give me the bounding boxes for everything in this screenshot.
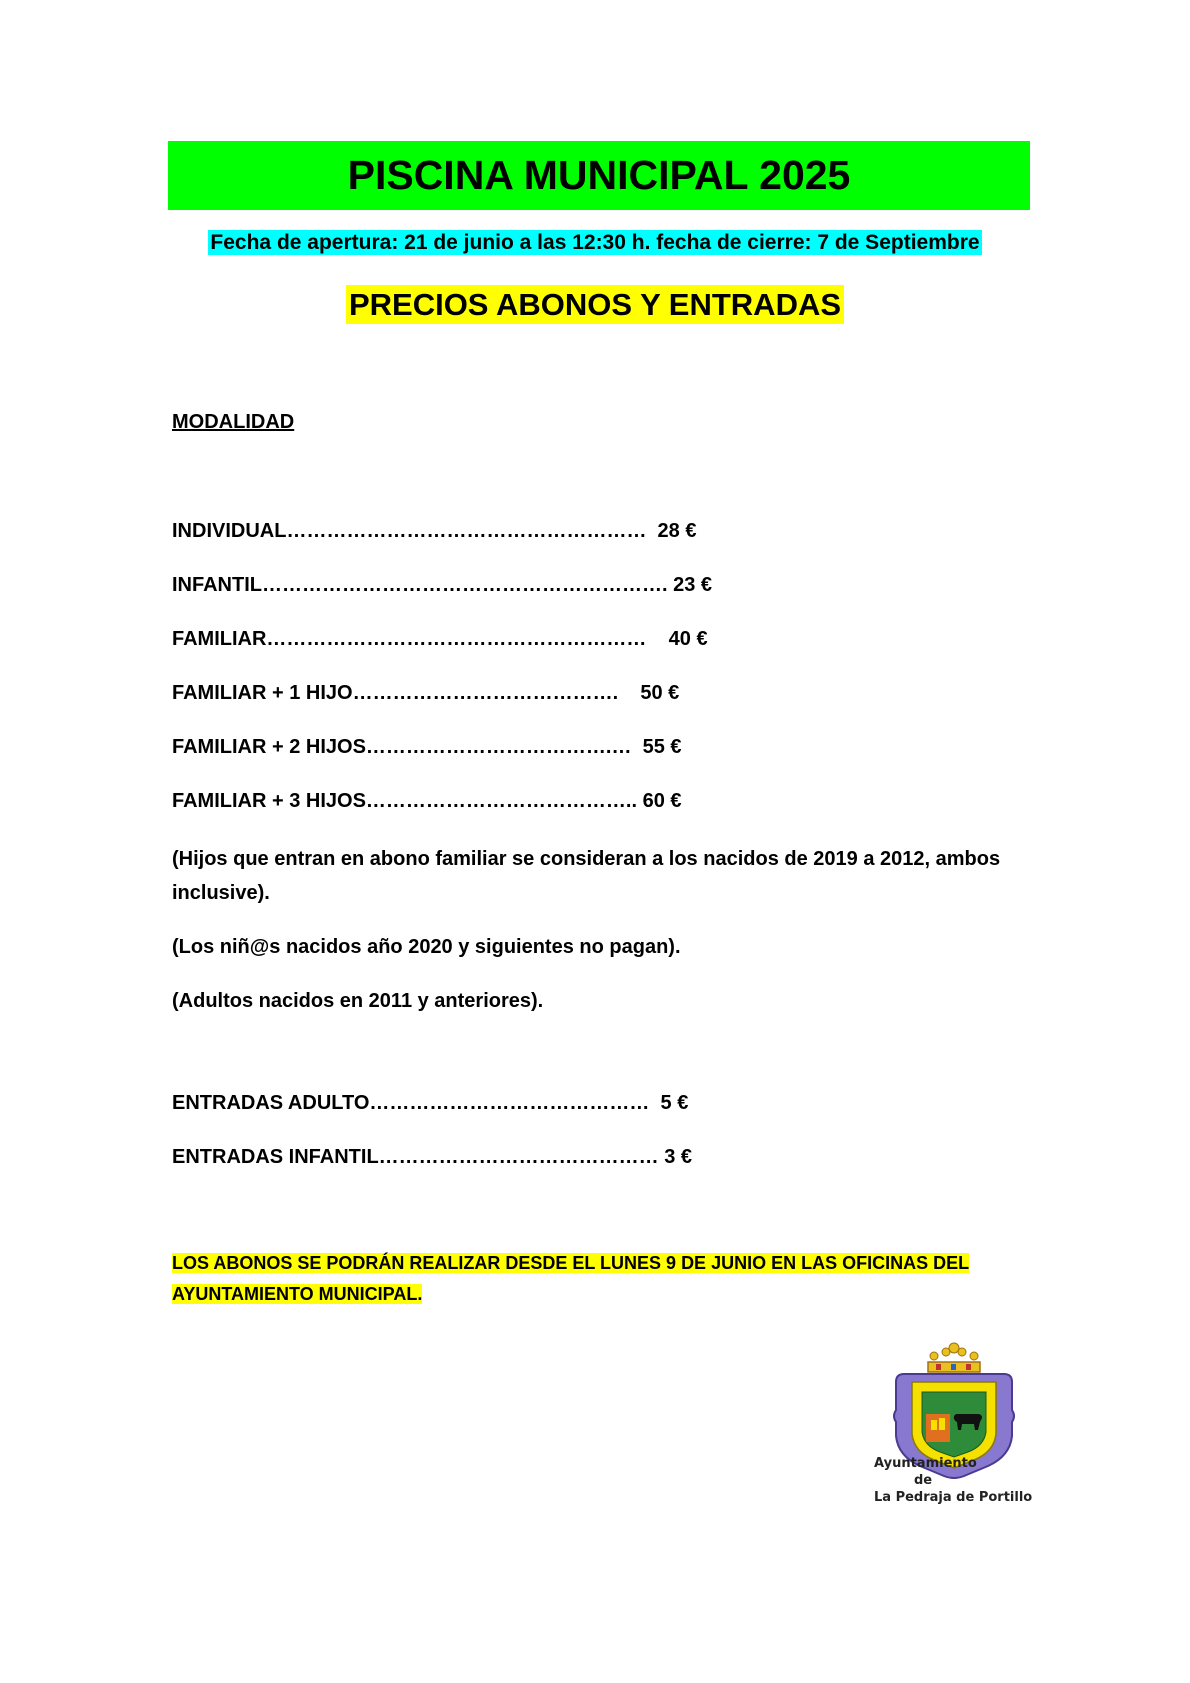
note-ninos: (Los niñ@s nacidos año 2020 y siguientes no pagan). bbox=[172, 936, 681, 958]
logo-caption bbox=[874, 1455, 1054, 1506]
subtitle-text: PRECIOS ABONOS Y ENTRADAS bbox=[346, 285, 844, 324]
logo-line-3: La Pedraja de Portillo bbox=[874, 1490, 1033, 1505]
note-adultos: (Adultos nacidos en 2011 y anteriores). bbox=[172, 990, 544, 1012]
dates-line bbox=[0, 231, 1190, 255]
ticket-list bbox=[172, 1091, 1072, 1199]
subtitle bbox=[0, 287, 1190, 323]
price-row-familiar-1-hijo: FAMILIAR + 1 HIJO…………………………………. 50 € bbox=[172, 682, 680, 704]
logo-line-2: de bbox=[914, 1473, 933, 1488]
logo-line-1: Ayuntamiento bbox=[874, 1456, 977, 1471]
price-row-familiar: FAMILIAR………………………………………………… 40 € bbox=[172, 628, 708, 650]
modalidad-heading: MODALIDAD bbox=[172, 411, 295, 433]
ticket-row-adulto: ENTRADAS ADULTO…………………………………… 5 € bbox=[172, 1092, 689, 1114]
price-list bbox=[172, 519, 1072, 843]
price-row-individual: INDIVIDUAL……………………………………………… 28 € bbox=[172, 520, 697, 542]
price-row-infantil: INFANTIL……………………………………………………. 23 € bbox=[172, 574, 713, 596]
notice-text: LOS ABONOS SE PODRÁN REALIZAR DESDE EL LUNES 9 DE JUNIO EN LAS OFICINAS DEL AYUNTAMIENTO MUNICIPAL. bbox=[172, 1253, 970, 1304]
ticket-row-infantil: ENTRADAS INFANTIL…………………………………… 3 € bbox=[172, 1146, 693, 1168]
crown-icon bbox=[928, 1343, 980, 1372]
price-row-familiar-3-hijos: FAMILIAR + 3 HIJOS………………………………….. 60 € bbox=[172, 790, 682, 812]
note-hijos: (Hijos que entran en abono familiar se consideran a los nacidos de 2019 a 2012, ambos inclusive). bbox=[172, 848, 1001, 904]
title-banner bbox=[168, 141, 1030, 210]
price-row-familiar-2-hijos: FAMILIAR + 2 HIJOS……………………………….… 55 € bbox=[172, 736, 682, 758]
page-title: PISCINA MUNICIPAL 2025 bbox=[347, 152, 851, 198]
dates-text: Fecha de apertura: 21 de junio a las 12:30 h. fecha de cierre: 7 de Septiembre bbox=[210, 231, 980, 254]
notes bbox=[172, 842, 1012, 1038]
notice bbox=[172, 1248, 992, 1310]
